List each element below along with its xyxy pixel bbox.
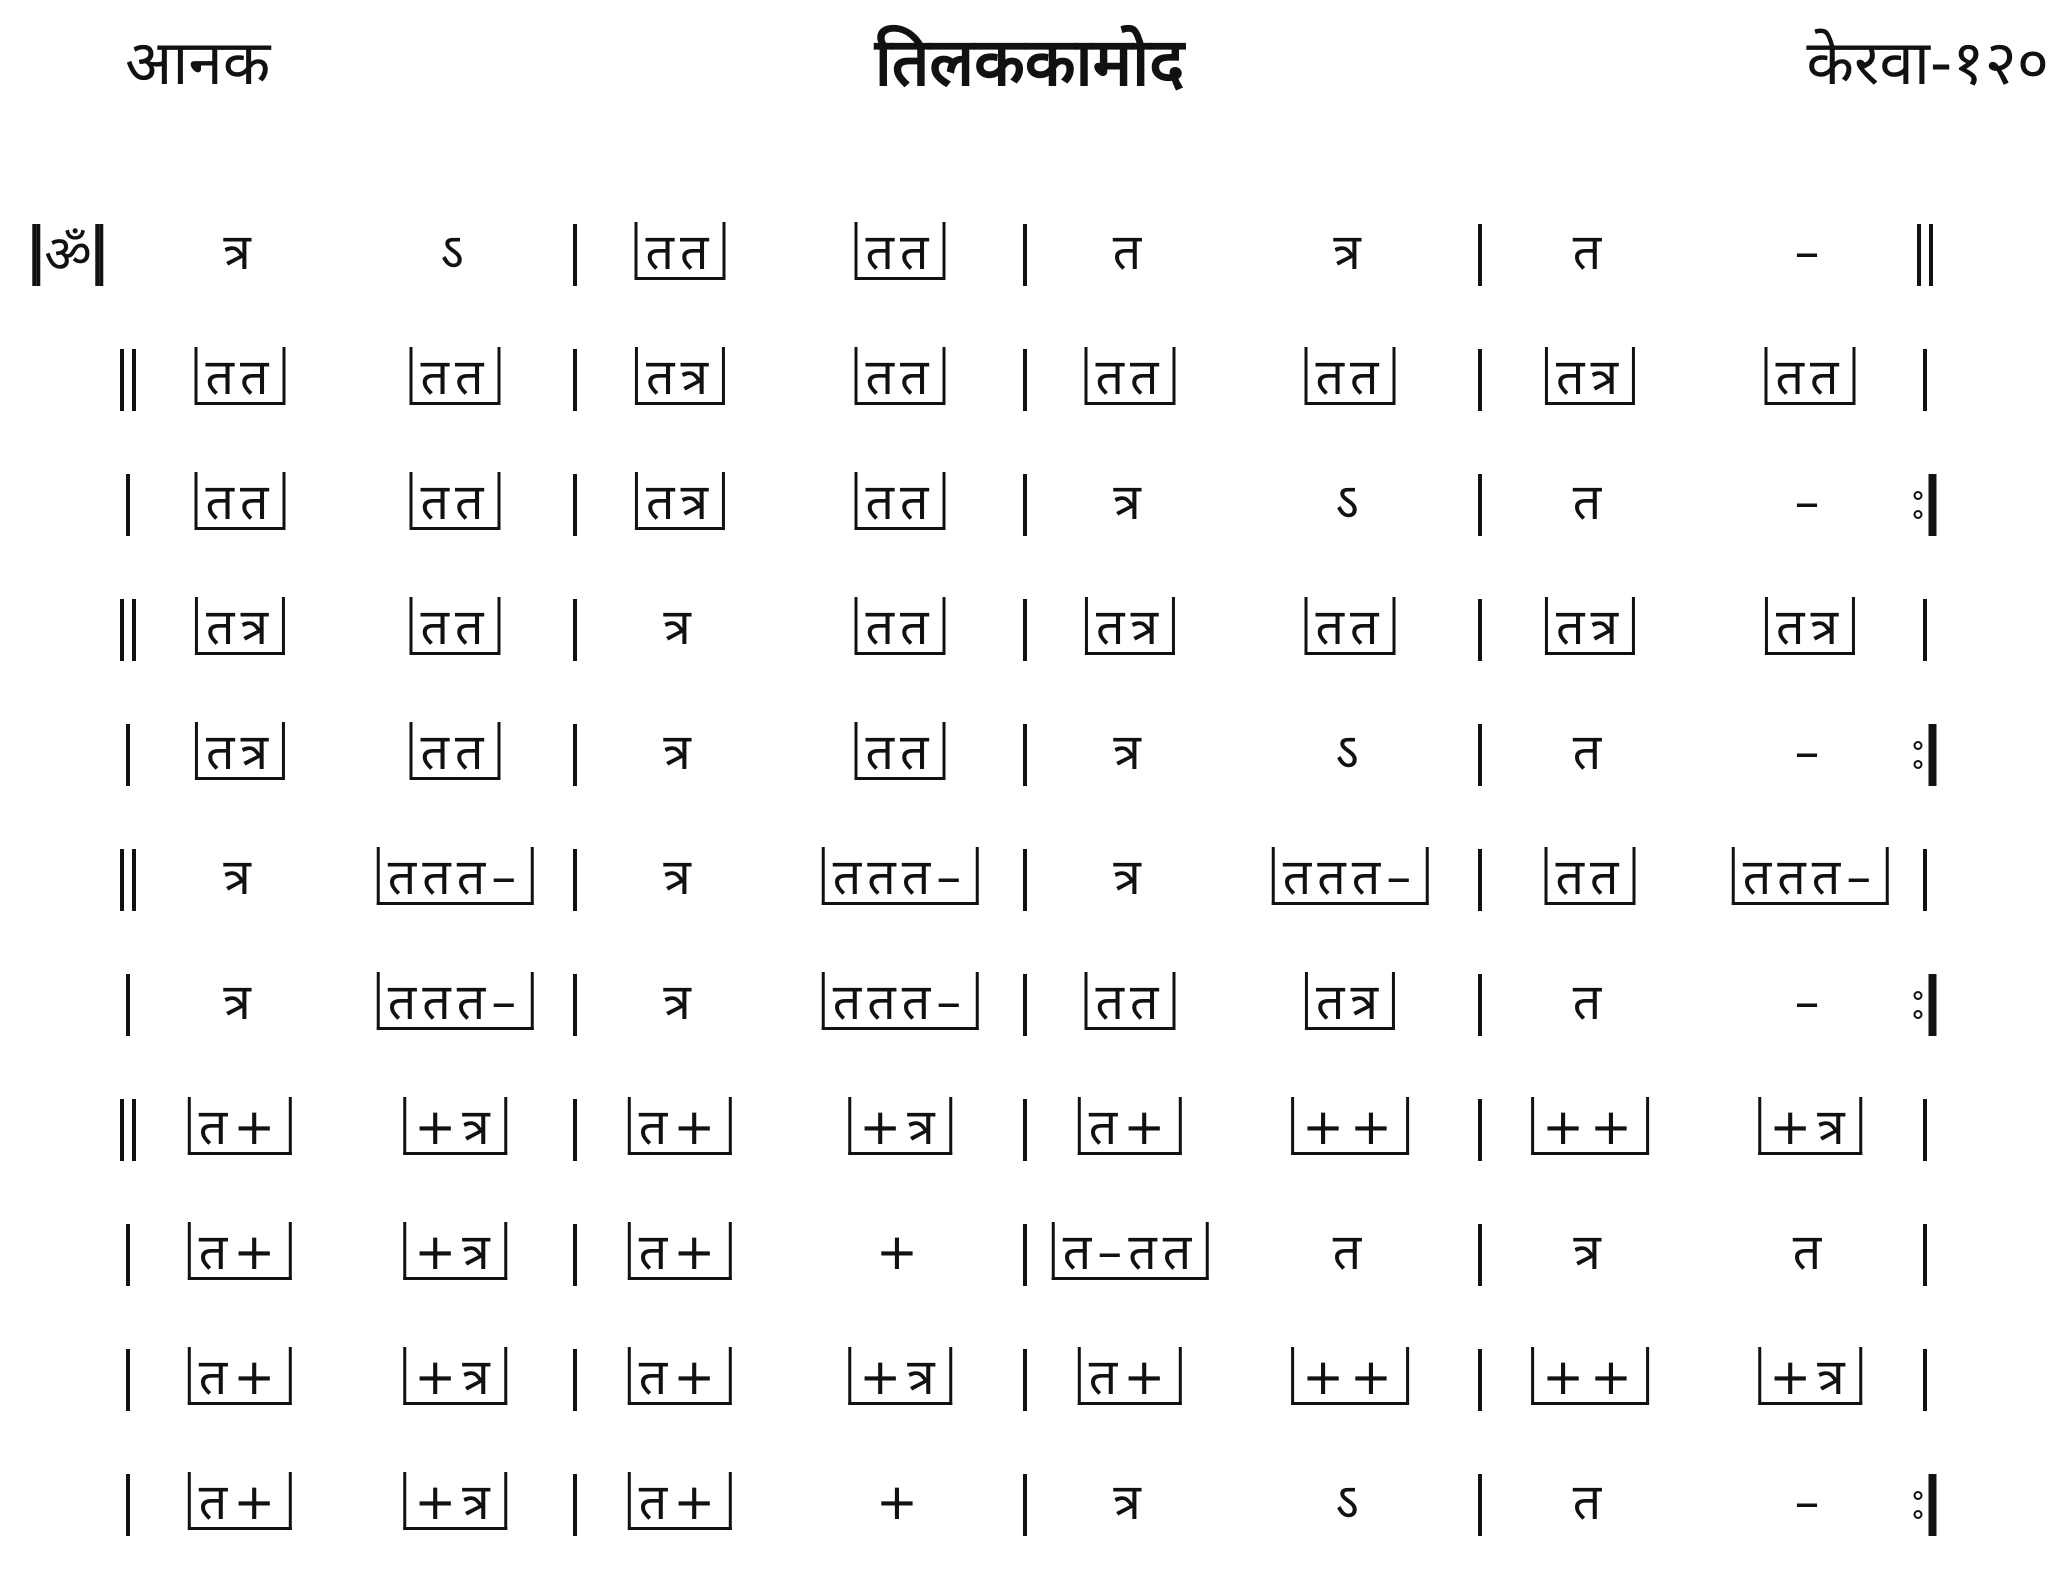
vibhag-barline	[573, 200, 577, 310]
beat-cell	[188, 1075, 292, 1185]
notation-row	[0, 450, 2059, 560]
beat-cell	[1787, 950, 1834, 1060]
beat-syllables: त+	[628, 1097, 732, 1155]
row-start-barline	[116, 575, 140, 685]
beat-cell	[410, 575, 501, 685]
vibhag-barline	[573, 575, 577, 685]
row-end-barline	[1914, 1450, 1937, 1560]
beat-syllables: ++	[1531, 1097, 1649, 1155]
beat-cell	[188, 1325, 292, 1435]
om-symbol: ॐ	[44, 225, 92, 285]
vibhag-barline	[1478, 950, 1482, 1060]
beat-cell	[1758, 1325, 1862, 1435]
beat-cell	[1787, 1450, 1834, 1560]
beat-cell	[628, 1200, 732, 1310]
beat-syllables: –	[1794, 473, 1826, 531]
beat-syllables: त	[1792, 1223, 1828, 1281]
vibhag-barline	[1023, 1075, 1027, 1185]
beat-syllables: तत्र	[635, 472, 725, 530]
vibhag-barline	[1478, 1200, 1482, 1310]
vibhag-barline	[1478, 575, 1482, 685]
row-end-barline	[1923, 1325, 1927, 1435]
beat-syllables: ततत–	[822, 847, 979, 905]
vibhag-barline	[1023, 450, 1027, 560]
row-start-barline	[126, 950, 130, 1060]
beat-syllables: +त्र	[848, 1347, 952, 1405]
beat-syllables: त	[1572, 473, 1608, 531]
beat-cell	[1765, 325, 1856, 435]
beat-cell	[1305, 575, 1396, 685]
beat-syllables: ऽ	[1335, 1473, 1365, 1531]
beat-syllables: तत	[855, 222, 946, 280]
beat-syllables: तत	[410, 472, 501, 530]
notation-row	[0, 1450, 2059, 1560]
notation-row	[0, 200, 2059, 310]
vibhag-barline	[1023, 200, 1027, 310]
vibhag-barline	[1478, 1450, 1482, 1560]
beat-syllables: त्र	[223, 848, 257, 906]
beat-syllables: त	[1572, 723, 1608, 781]
beat-cell	[868, 1450, 932, 1560]
beat-cell	[1765, 575, 1855, 685]
beat-syllables: +त्र	[403, 1222, 507, 1280]
header-right-label: केरवा-१२०	[1806, 26, 2049, 99]
beat-syllables: तत	[855, 472, 946, 530]
beat-syllables: तत	[1545, 847, 1636, 905]
beat-syllables: तत	[410, 597, 501, 655]
beat-cell	[1787, 700, 1834, 810]
beat-syllables: तत्र	[1305, 972, 1395, 1030]
beat-syllables: तत	[1305, 597, 1396, 655]
vibhag-barline	[1478, 1325, 1482, 1435]
beat-syllables: त्र	[663, 973, 697, 1031]
beat-cell	[410, 450, 501, 560]
beat-cell	[195, 450, 286, 560]
beat-syllables: +त्र	[403, 1347, 507, 1405]
beat-cell	[377, 825, 534, 935]
vibhag-barline	[573, 950, 577, 1060]
beat-cell	[403, 1325, 507, 1435]
row-start-barline	[116, 1075, 140, 1185]
beat-cell	[635, 450, 725, 560]
beat-syllables: त+	[188, 1472, 292, 1530]
beat-cell	[1078, 1325, 1182, 1435]
beat-cell	[868, 1200, 932, 1310]
beat-syllables: त्र	[1573, 1223, 1607, 1281]
vibhag-barline	[573, 825, 577, 935]
notation-row	[0, 825, 2059, 935]
beat-syllables: तत	[855, 347, 946, 405]
beat-syllables: ततत–	[377, 847, 534, 905]
beat-cell	[1085, 575, 1175, 685]
beat-cell	[1305, 950, 1395, 1060]
beat-cell	[1545, 825, 1636, 935]
beat-cell	[195, 575, 285, 685]
row-end-barline	[1923, 1200, 1927, 1310]
beat-cell	[215, 950, 265, 1060]
vibhag-barline	[1478, 1075, 1482, 1185]
beat-cell	[655, 950, 705, 1060]
beat-syllables: –	[1794, 1473, 1826, 1531]
beat-cell	[195, 325, 286, 435]
beat-cell	[1732, 825, 1889, 935]
vibhag-barline	[1478, 700, 1482, 810]
beat-syllables: त्र	[1113, 473, 1147, 531]
beat-cell	[1052, 1200, 1209, 1310]
beat-syllables: त्र	[223, 223, 257, 281]
beat-syllables: ++	[1291, 1097, 1409, 1155]
notation-row	[0, 1325, 2059, 1435]
row-start-barline	[126, 450, 130, 560]
vibhag-barline	[1023, 950, 1027, 1060]
beat-syllables: त	[1572, 1473, 1608, 1531]
beat-cell	[1531, 1325, 1649, 1435]
vibhag-barline	[1023, 1450, 1027, 1560]
beat-syllables: –	[1794, 223, 1826, 281]
beat-cell	[822, 825, 979, 935]
beat-syllables: +	[876, 1223, 924, 1281]
beat-cell	[410, 325, 501, 435]
beat-cell	[1327, 450, 1372, 560]
notation-row	[0, 1075, 2059, 1185]
beat-syllables: ततत–	[822, 972, 979, 1030]
beat-syllables: तत	[410, 347, 501, 405]
beat-cell	[432, 200, 477, 310]
beat-cell	[1565, 700, 1616, 810]
beat-cell	[1305, 325, 1396, 435]
beat-syllables: तत्र	[1545, 597, 1635, 655]
row-end-barline	[1913, 200, 1937, 310]
row-start-barline	[126, 1450, 130, 1560]
row-end-barline	[1923, 575, 1927, 685]
row-end-barline	[1914, 450, 1937, 560]
beat-cell	[628, 1325, 732, 1435]
beat-cell	[188, 1200, 292, 1310]
beat-cell	[1565, 450, 1616, 560]
beat-cell	[1085, 950, 1176, 1060]
beat-syllables: त्र	[1333, 223, 1367, 281]
beat-cell	[195, 700, 285, 810]
beat-syllables: ऽ	[1335, 723, 1365, 781]
row-end-barline	[1923, 1075, 1927, 1185]
beat-syllables: ततत–	[377, 972, 534, 1030]
beat-syllables: त+	[188, 1097, 292, 1155]
vibhag-barline	[573, 1450, 577, 1560]
beat-cell	[1785, 1200, 1836, 1310]
beat-syllables: तत्र	[195, 597, 285, 655]
beat-syllables: ऽ	[440, 223, 470, 281]
beat-syllables: त्र	[1113, 723, 1147, 781]
beat-cell	[1327, 1450, 1372, 1560]
beat-cell	[635, 200, 726, 310]
beat-syllables: –	[1794, 973, 1826, 1031]
notation-row	[0, 1200, 2059, 1310]
beat-cell	[855, 325, 946, 435]
beat-syllables: त+	[628, 1347, 732, 1405]
beat-syllables: त्र	[663, 848, 697, 906]
beat-syllables: तत	[410, 722, 501, 780]
beat-syllables: ततत–	[1272, 847, 1429, 905]
beat-syllables: ततत–	[1732, 847, 1889, 905]
beat-cell	[1291, 1325, 1409, 1435]
row-end-barline	[1914, 700, 1937, 810]
beat-cell	[1105, 200, 1156, 310]
beat-cell	[855, 575, 946, 685]
vibhag-barline	[1023, 1200, 1027, 1310]
beat-syllables: तत	[1765, 347, 1856, 405]
beat-syllables: तत	[635, 222, 726, 280]
beat-syllables: तत्र	[1765, 597, 1855, 655]
vibhag-barline	[1023, 700, 1027, 810]
beat-cell	[655, 575, 705, 685]
beat-syllables: +त्र	[403, 1472, 507, 1530]
beat-cell	[1325, 1200, 1376, 1310]
vibhag-barline	[573, 450, 577, 560]
beat-syllables: तत्र	[1085, 597, 1175, 655]
vibhag-barline	[573, 1075, 577, 1185]
beat-cell	[635, 325, 725, 435]
beat-syllables: त्र	[663, 723, 697, 781]
beat-syllables: +त्र	[1758, 1347, 1862, 1405]
beat-cell	[1787, 450, 1834, 560]
beat-cell	[1105, 700, 1155, 810]
notation-row	[0, 575, 2059, 685]
beat-cell	[403, 1450, 507, 1560]
row-start-barline	[126, 1325, 130, 1435]
beat-syllables: तत	[1085, 972, 1176, 1030]
beat-syllables: त्र	[223, 973, 257, 1031]
vibhag-barline	[573, 1325, 577, 1435]
beat-cell	[855, 700, 946, 810]
beat-syllables: त्र	[663, 598, 697, 656]
beat-cell	[410, 700, 501, 810]
beat-cell	[215, 200, 265, 310]
beat-syllables: +	[876, 1473, 924, 1531]
beat-cell	[188, 1450, 292, 1560]
vibhag-barline	[1478, 825, 1482, 935]
vibhag-barline	[1478, 325, 1482, 435]
vibhag-barline	[573, 700, 577, 810]
beat-syllables: त+	[188, 1222, 292, 1280]
beat-cell	[1545, 325, 1635, 435]
beat-cell	[1545, 575, 1635, 685]
beat-syllables: त्र	[1113, 848, 1147, 906]
beat-syllables: त–तत	[1052, 1222, 1209, 1280]
beat-cell	[1085, 325, 1176, 435]
beat-syllables: +त्र	[848, 1097, 952, 1155]
beat-cell	[403, 1075, 507, 1185]
beat-syllables: त+	[1078, 1097, 1182, 1155]
beat-cell	[403, 1200, 507, 1310]
beat-cell	[848, 1325, 952, 1435]
beat-syllables: त+	[1078, 1347, 1182, 1405]
beat-cell	[1291, 1075, 1409, 1185]
beat-syllables: ऽ	[1335, 473, 1365, 531]
beat-cell	[655, 825, 705, 935]
vibhag-barline	[573, 1200, 577, 1310]
beat-cell	[1565, 200, 1616, 310]
beat-syllables: तत्र	[1545, 347, 1635, 405]
beat-syllables: त+	[628, 1222, 732, 1280]
beat-syllables: –	[1794, 723, 1826, 781]
beat-syllables: तत	[1085, 347, 1176, 405]
beat-syllables: त	[1572, 223, 1608, 281]
vibhag-barline	[1478, 200, 1482, 310]
beat-cell	[1787, 200, 1834, 310]
beat-cell	[655, 700, 705, 810]
beat-syllables: तत्र	[195, 722, 285, 780]
beat-syllables: ++	[1531, 1347, 1649, 1405]
beat-syllables: +त्र	[1758, 1097, 1862, 1155]
beat-cell	[1531, 1075, 1649, 1185]
beat-syllables: त	[1332, 1223, 1368, 1281]
vibhag-barline	[1023, 575, 1027, 685]
vibhag-barline	[1023, 825, 1027, 935]
beat-cell	[377, 950, 534, 1060]
notation-row	[0, 700, 2059, 810]
beat-syllables: तत्र	[635, 347, 725, 405]
row-start-barline	[126, 700, 130, 810]
beat-cell	[1105, 1450, 1155, 1560]
beat-syllables: त+	[188, 1347, 292, 1405]
beat-syllables: तत	[195, 472, 286, 530]
beat-cell	[628, 1450, 732, 1560]
vibhag-barline	[1478, 450, 1482, 560]
beat-cell	[1078, 1075, 1182, 1185]
row-start-barline	[126, 1200, 130, 1310]
beat-syllables: ++	[1291, 1347, 1409, 1405]
beat-syllables: तत	[855, 722, 946, 780]
row-start-barline	[116, 825, 140, 935]
beat-cell	[1325, 200, 1375, 310]
beat-cell	[1758, 1075, 1862, 1185]
page-title: तिलककामोद	[874, 24, 1185, 101]
vibhag-barline	[573, 325, 577, 435]
beat-cell	[822, 950, 979, 1060]
row-start-barline	[32, 200, 103, 310]
beat-syllables: तत	[195, 347, 286, 405]
header-left-label: आनक	[125, 26, 271, 99]
beat-syllables: +त्र	[403, 1097, 507, 1155]
beat-cell	[628, 1075, 732, 1185]
beat-syllables: त+	[628, 1472, 732, 1530]
beat-syllables: त	[1112, 223, 1148, 281]
row-start-barline	[116, 325, 140, 435]
beat-syllables: तत	[1305, 347, 1396, 405]
beat-syllables: त	[1572, 973, 1608, 1031]
beat-cell	[1565, 1200, 1615, 1310]
beat-cell	[1105, 450, 1155, 560]
row-end-barline	[1914, 950, 1937, 1060]
row-end-barline	[1923, 325, 1927, 435]
beat-cell	[848, 1075, 952, 1185]
beat-cell	[1105, 825, 1155, 935]
beat-cell	[1272, 825, 1429, 935]
notation-row	[0, 950, 2059, 1060]
notation-row	[0, 325, 2059, 435]
beat-cell	[1565, 1450, 1616, 1560]
beat-cell	[1565, 950, 1616, 1060]
row-end-barline	[1923, 825, 1927, 935]
beat-syllables: त्र	[1113, 1473, 1147, 1531]
beat-cell	[215, 825, 265, 935]
beat-syllables: तत	[855, 597, 946, 655]
beat-cell	[855, 450, 946, 560]
vibhag-barline	[1023, 1325, 1027, 1435]
beat-cell	[1327, 700, 1372, 810]
beat-cell	[855, 200, 946, 310]
vibhag-barline	[1023, 325, 1027, 435]
